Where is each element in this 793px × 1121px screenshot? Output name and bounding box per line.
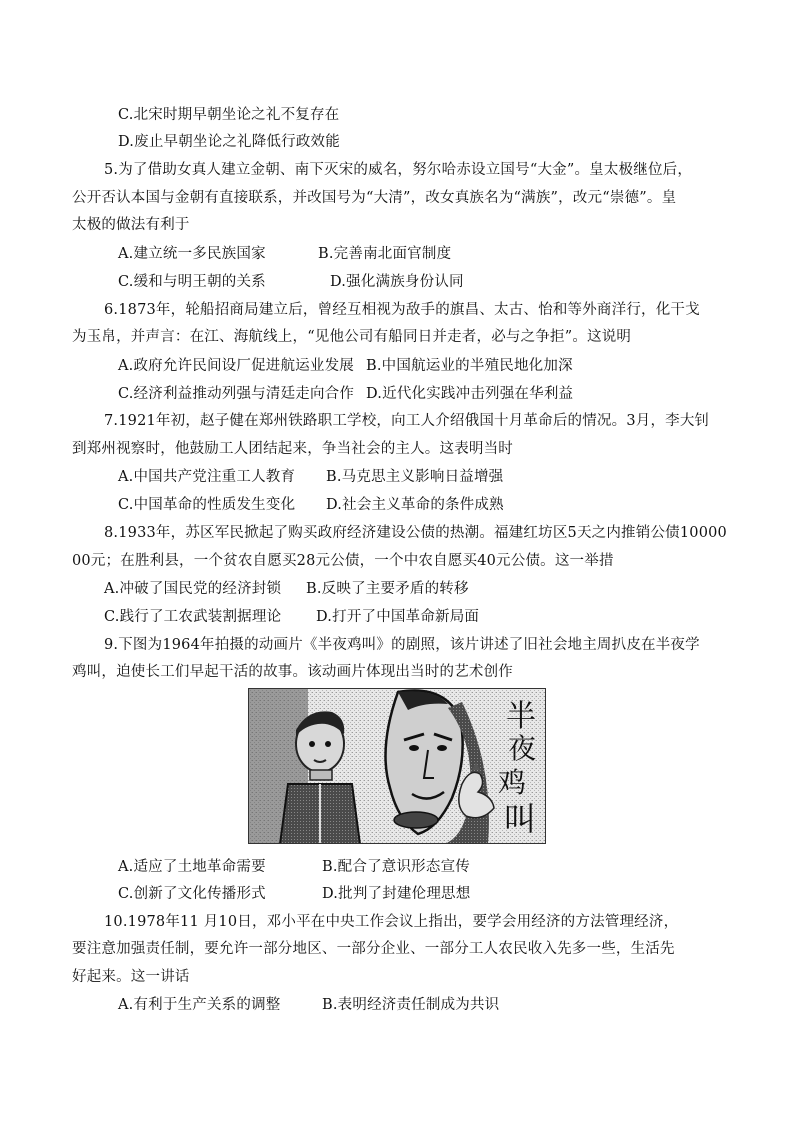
q5-stem-line-1: 5.为了借助女真人建立金朝、南下灭宋的威名，努尔哈赤设立国号“大金”。皇太极继位后， [104, 162, 693, 178]
q5-option-a: A.建立统一多民族国家 [118, 246, 266, 262]
q4-option-c: C.北宋时期早朝坐论之礼不复存在 [118, 107, 340, 123]
q6-stem-line-2: 为玉帛，并声言：在江、海航线上，“见他公司有船同日并走者，必与之争拒”。这说明 [72, 329, 632, 345]
q7-stem-line-2: 到郑州视察时，他鼓励工人团结起来，争当社会的主人。这表明当时 [72, 441, 513, 457]
q6-option-d: D.近代化实践冲击列强在华利益 [366, 386, 574, 402]
q8-option-b: B.反映了主要矛盾的转移 [306, 581, 469, 597]
figure-title-char-3: 鸡 [498, 766, 527, 799]
q7-stem-line-1: 7.1921年初，赵子健在郑州铁路职工学校，向工人介绍俄国十月革命后的情况。3月，李大钊 [104, 413, 710, 429]
q7-option-b: B.马克思主义影响日益增强 [326, 469, 504, 485]
animation-still-illustration [248, 688, 546, 844]
q5-options-cd [118, 272, 464, 292]
q9-options-ab [118, 857, 470, 877]
figure-title-char-2: 夜 [508, 732, 537, 765]
q7-option-c: C.中国革命的性质发生变化 [118, 497, 296, 513]
q8-option-c: C.践行了工农武装割据理论 [104, 609, 282, 625]
q10-stem-line-1: 10.1978年11 月10日，邓小平在中央工作会议上指出，要学会用经济的方法管理经济， [104, 914, 679, 930]
q6-option-a: A.政府允许民间设厂促进航运业发展 [118, 358, 354, 374]
figure-title-char-4: 叫 [504, 800, 537, 838]
q9-option-c: C.创新了文化传播形式 [118, 886, 266, 902]
animation-still-image [248, 688, 546, 844]
q8-options-cd [104, 607, 479, 627]
q10-options-ab [118, 995, 499, 1015]
q10-stem-line-2: 要注意加强责任制，要允许一部分地区、一部分企业、一部分工人农民收入先多一些，生活先 [72, 941, 675, 957]
q9-stem-line-1: 9.下图为1964年拍摄的动画片《半夜鸡叫》的剧照，该片讲述了旧社会地主周扒皮在半夜学 [104, 637, 700, 653]
q10-option-a: A.有利于生产关系的调整 [118, 997, 281, 1013]
q6-option-b: B.中国航运业的半殖民地化加深 [366, 358, 573, 374]
q5-options-ab [118, 244, 451, 264]
q8-options-ab [104, 579, 469, 599]
q5-option-d: D.强化满族身份认同 [330, 274, 464, 290]
q9-option-a: A.适应了土地革命需要 [118, 859, 266, 875]
q6-option-c: C.经济利益推动列强与清廷走向合作 [118, 386, 355, 402]
q8-option-d: D.打开了中国革命新局面 [316, 609, 480, 625]
q5-stem-line-3: 太极的做法有利于 [72, 217, 190, 233]
q6-stem-line-1: 6.1873年，轮船招商局建立后，曾经互相视为敌手的旗昌、太古、怡和等外商洋行，化干戈 [104, 302, 700, 318]
q8-stem-line-2: 00元；在胜利县，一个贫农自愿买28元公债，一个中农自愿买40元公债。这一举措 [72, 553, 614, 569]
q10-option-b: B.表明经济责任制成为共识 [322, 997, 500, 1013]
q4-option-d: D.废止早朝坐论之礼降低行政效能 [118, 134, 340, 150]
q9-option-d: D.批判了封建伦理思想 [322, 886, 471, 902]
q5-option-b: B.完善南北面官制度 [318, 246, 452, 262]
q9-stem-line-2: 鸡叫，迫使长工们早起干活的故事。该动画片体现出当时的艺术创作 [72, 664, 513, 680]
q9-option-b: B.配合了意识形态宣传 [322, 859, 470, 875]
q5-stem-line-2: 公开否认本国与金朝有直接联系，并改国号为“大清”，改女真族名为“满族”，改元“崇德”。皇 [72, 190, 677, 206]
q7-option-a: A.中国共产党注重工人教育 [118, 469, 296, 485]
q10-stem-line-3: 好起来。这一讲话 [72, 969, 190, 985]
q6-options-ab [118, 356, 573, 376]
q7-options-cd [118, 495, 504, 515]
q9-options-cd [118, 884, 470, 904]
q6-options-cd [118, 384, 573, 404]
figure-title-char-1: 半 [506, 699, 536, 734]
q8-stem-line-1: 8.1933年，苏区军民掀起了购买政府经济建设公债的热潮。福建红坊区5天之内推销公债10000 [104, 525, 727, 541]
q7-option-d: D.社会主义革命的条件成熟 [326, 497, 504, 513]
q7-options-ab [118, 467, 503, 487]
q5-option-c: C.缓和与明王朝的关系 [118, 274, 266, 290]
q8-option-a: A.冲破了国民党的经济封锁 [104, 581, 282, 597]
